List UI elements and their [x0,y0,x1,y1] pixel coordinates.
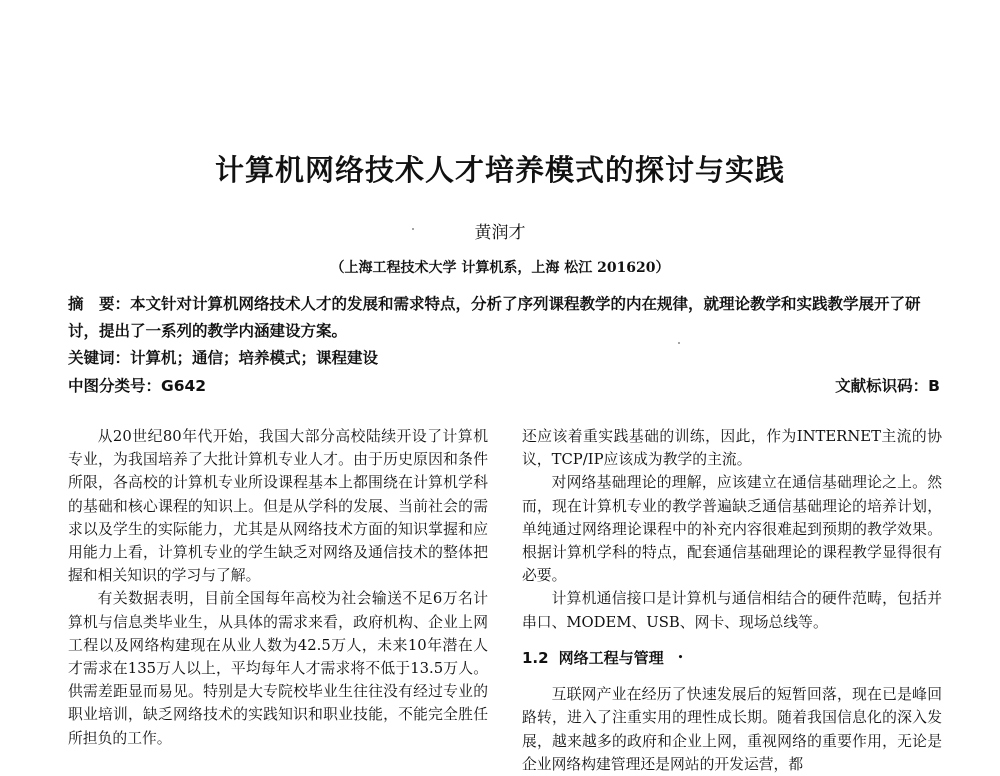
classification-line [68,374,940,396]
right-paragraph-1: 对网络基础理论的理解，应该建立在通信基础理论之上。然而，现在计算机专业的教学普遍缺乏通信基础理论的培养计划，单纯通过网络理论课程中的补充内容很难起到预期的教学效果。根据计算机学科的特点，配套通信基础理论的课程教学显得很有必要。 [522,474,942,585]
abstract [68,290,940,344]
abstract-label: 摘 要： [68,294,131,313]
paper-title: 计算机网络技术人才培养模式的探讨与实践 [214,153,785,187]
doc-code-value: B [928,377,940,395]
section-paragraph: 互联网产业在经历了快速发展后的短暂回落，现在已是峰回路转，进入了注重实用的理性成长期。随着我国信息化的深入发展，越来越多的政府和企业上网，重视网络的重要作用，无论是企业网络构建管理还是网站的开发运营，都 [522,686,942,773]
section-number: 1.2 [522,648,549,667]
section-title: 网络工程与管理 [558,648,664,667]
doc-code-label: 文献标识码： [835,377,929,395]
keywords-line [68,346,940,368]
left-column [68,425,488,750]
keywords-label: 关键词： [68,349,131,367]
scan-speck [678,342,680,344]
document-code [835,374,940,396]
author-name: 黄润才 [474,223,526,243]
section-marker: • [677,652,684,663]
left-paragraph-2: 有关数据表明，目前全国每年高校为社会输送不足6万名计算机与信息类毕业生，从具体的需求来看，政府机构、企业上网工程以及网络构建现在从业人数为42.5万人，未来10年潜在人才需求在135万人以上，平均每年人才需求将不低于13.5万人。供需差距显而易见。特别是大专院校毕业生往往没有经过专业的职业培训，缺乏网络技术的实践知识和职业技能，不能完全胜任所担负的工作。 [68,590,488,747]
right-paragraph-2: 计算机通信接口是计算机与通信相结合的硬件范畴，包括并串口、MODEM、USB、网卡、现场总线等。 [522,590,942,631]
section-heading [522,647,942,670]
abstract-text: 本文针对计算机网络技术人才的发展和需求特点，分析了序列课程教学的内在规律，就理论教学和实践教学展开了研讨，提出了一系列的教学内涵建设方案。 [68,294,921,340]
right-paragraph-continued: 还应该着重实践基础的训练，因此，作为INTERNET主流的协议，TCP/IP应该成为教学的主流。 [522,428,942,469]
scan-speck [412,228,414,230]
author-affiliation: （上海工程技术大学 计算机系，上海 松江 201620） [330,260,670,276]
right-column [522,425,942,776]
clc-value: G642 [161,377,207,395]
left-paragraph-1: 从20世纪80年代开始，我国大部分高校陆续开设了计算机专业，为我国培养了大批计算机专业人才。由于历史原因和条件所限，各高校的计算机专业所设课程基本上都围绕在计算机学科的基础和核心课程的知识上。但是从学科的发展、当前社会的需求以及学生的实际能力，尤其是从网络技术方面的知识掌握和应用能力上看，计算机专业的学生缺乏对网络及通信技术的整体把握和相关知识的学习与了解。 [68,428,488,585]
keywords-text: 计算机；通信；培养模式；课程建设 [130,349,379,367]
clc-label: 中图分类号： [68,377,162,395]
